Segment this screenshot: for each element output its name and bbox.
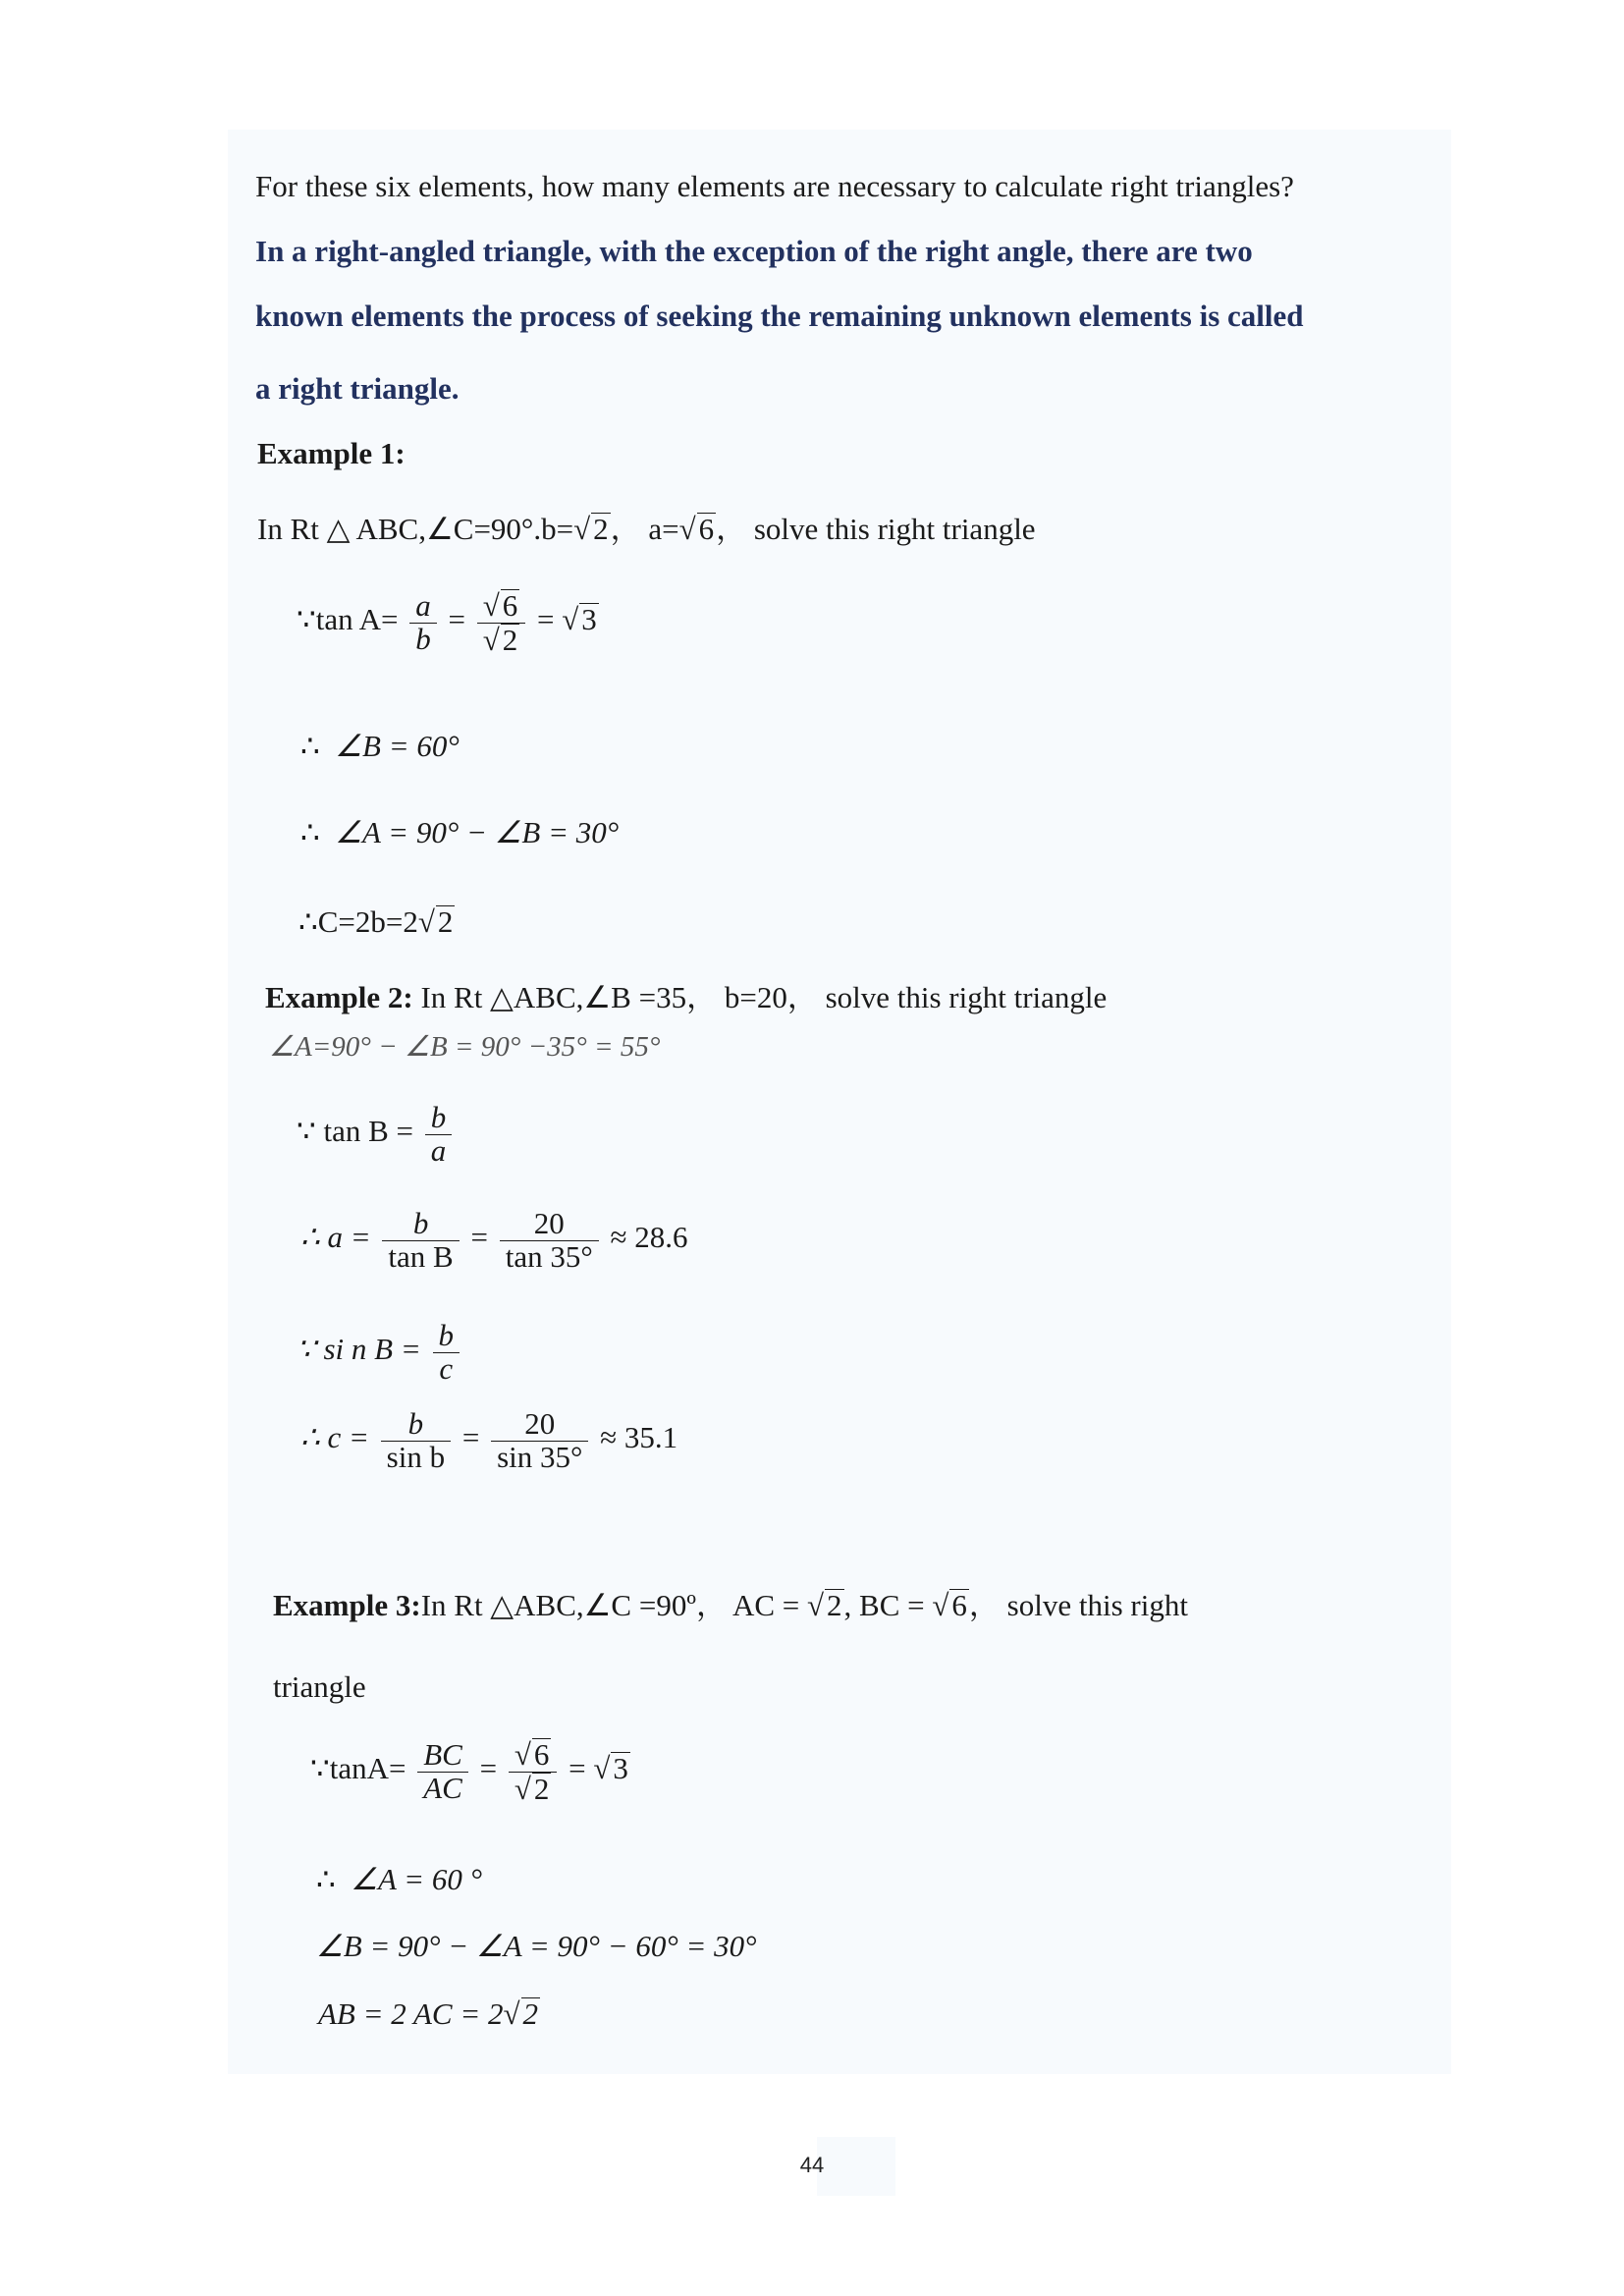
example2-angle-a: ∠A=90° − ∠B = 90° −35° = 55°: [269, 1031, 661, 1063]
example1-problem: In Rt △ ABC,∠C=90°.b=√2， a=√6， solve this right triangle: [257, 512, 1036, 546]
example3-problem-wrap: triangle: [273, 1669, 366, 1704]
example2-problem: Example 2: In Rt △ABC,∠B =35， b=20， solve this right triangle: [265, 980, 1108, 1014]
example1-step-tan: ∵tan A= $\frac{a}{b}$ = $\frac{√6}{√2}$ = √3: [297, 588, 597, 657]
example3-problem: Example 3:In Rt △ABC,∠C =90º， AC = √2, BC = √6， solve this right: [273, 1588, 1188, 1622]
example3-tan-a: ∵tanA= $\frac{BC}{AC}$ = $\frac{√6}{√2}$ = √3: [310, 1737, 628, 1806]
example3-angle-a: ∴ ∠A = 60 °: [316, 1862, 482, 1896]
definition-line-3: a right triangle.: [255, 371, 460, 406]
example2-heading: Example 2:: [265, 980, 413, 1014]
definition-line-1: In a right-angled triangle, with the exception of the right angle, there are two: [255, 234, 1253, 268]
page-number: 44: [799, 2153, 825, 2177]
example2-solve-a: ∴ a = $\frac{b}{\text{tan B}}$ = $\frac{20}{\tan 35^\circ}$ ≈ 28.6: [300, 1206, 688, 1274]
example3-angle-b: ∠B = 90° − ∠A = 90° − 60° = 30°: [316, 1929, 757, 1963]
definition-line-2: known elements the process of seeking the remaining unknown elements is called: [255, 299, 1304, 333]
intro-question: For these six elements, how many elements are necessary to calculate right triangles?: [255, 169, 1294, 203]
example3-ab: AB = 2 AC = 2√2: [318, 1996, 539, 2031]
example3-heading: Example 3:: [273, 1588, 421, 1622]
example2-sin-b: ∵ si n B = $\frac{b}{c}$: [297, 1320, 463, 1385]
example2-solve-c: ∴ c = $\frac{b}{\text{sin b}}$ = $\frac{20}{\sin 35^\circ}$ ≈ 35.1: [300, 1406, 678, 1474]
example1-step-angle-b: ∴ ∠B = 60°: [300, 729, 460, 763]
example1-step-c: ∴C=2b=2√2: [298, 904, 454, 939]
example1-step-angle-a: ∴ ∠A = 90° − ∠B = 30°: [300, 815, 620, 849]
example2-tan-b: ∵ tan B = $\frac{b}{a}$: [297, 1102, 456, 1167]
example1-heading: Example 1:: [257, 436, 406, 470]
